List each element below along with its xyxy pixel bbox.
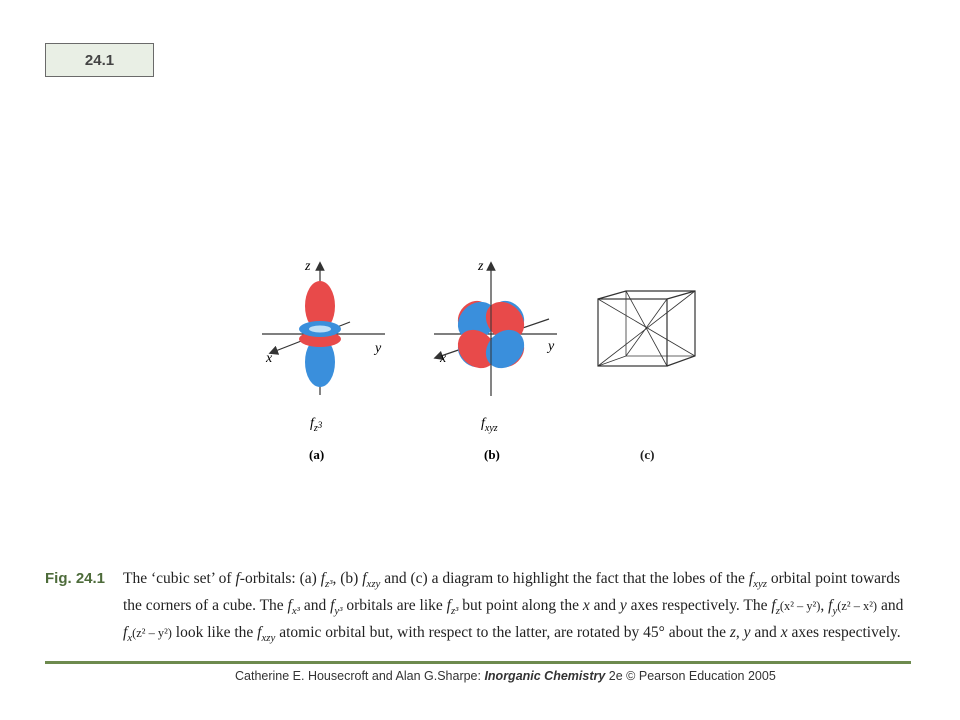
caption-text: The ‘cubic set’ of f-orbitals: (a) $f_{z^3}$, (b) $f_{xzy}$ and (c) a diagram to highlight the fact that the lobes of the $f_{xyz}$ orbital point towards the corners of a cube. The $f_{x^3}$ and $f_{y^3}$ orbitals are like $f_{z^3}$ but point along the x and y axes respectively. The $f_z(x^2 - y^2)$, $f_y(z^2 - x^2)$ and $f_x(z^2 - y^2)$ look like the $f_{xzy}$ atomic orbital but, with respect to the latter, are rotated by 45° about the z, y and x axes respectively. xyxy=(123,570,904,645)
panel-b-letter: (b) xyxy=(484,447,500,462)
panel-a-z-label: z xyxy=(305,259,311,274)
panel-a-letter: (a) xyxy=(309,447,325,462)
footer-credit: Catherine E. Housecroft and Alan G.Sharpe: Inorganic Chemistry 2e © Pearson Education 2005 xyxy=(235,669,776,683)
panel-b-z-label: z xyxy=(478,259,484,274)
slide-number-badge: 24.1 xyxy=(45,43,154,77)
panel-b-fxyz xyxy=(434,259,557,462)
panel-c-letter: (c) xyxy=(640,447,655,462)
caption-label: Fig. 24.1 xyxy=(45,570,106,587)
panel-b-orbital-label: $f_{xyz}$ xyxy=(481,416,498,434)
figure-caption xyxy=(45,568,915,649)
panel-b-y-label: y xyxy=(548,339,555,354)
panel-a-y-label: y xyxy=(375,341,382,356)
panel-a-orbital-label: $f_z^3$ xyxy=(310,416,323,434)
footer-rule xyxy=(45,661,911,664)
panel-a-fz3 xyxy=(262,259,385,462)
panel-a-ring-hole xyxy=(309,326,331,333)
panel-a-x-label: x xyxy=(266,351,273,366)
panel-b-x-label: x xyxy=(440,351,447,366)
panel-c-cube xyxy=(598,291,695,462)
